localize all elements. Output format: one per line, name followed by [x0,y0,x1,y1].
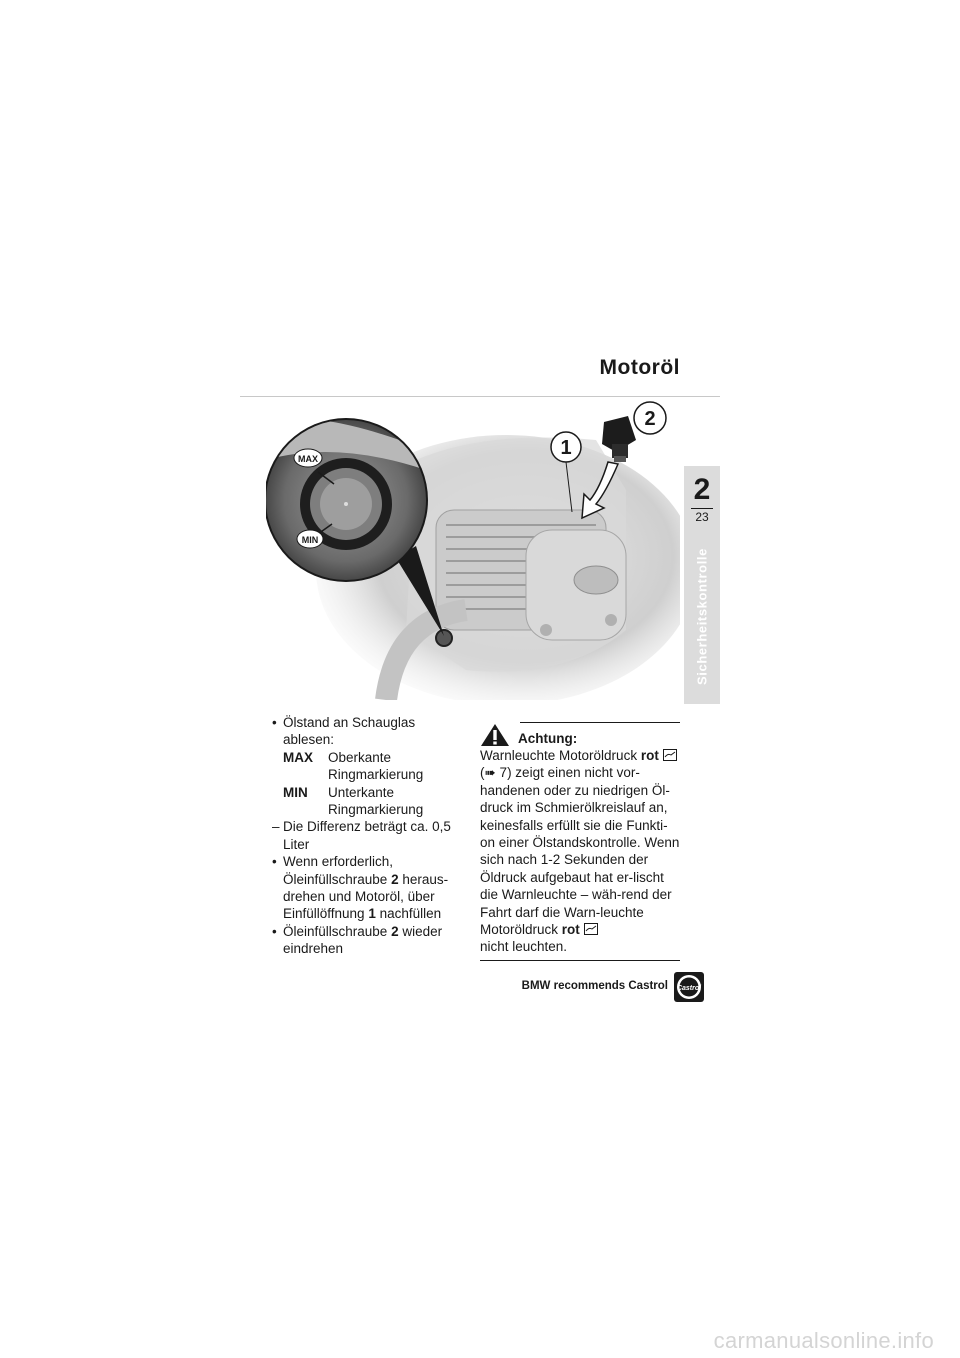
chapter-label: Sicherheitskontrolle [694,548,710,685]
warning-icon [480,723,510,747]
chapter-number: 2 [693,473,711,506]
engine-illustration [266,400,680,700]
sponsor-text: BMW recommends Castrol [521,980,668,992]
chapter-divider [691,508,713,509]
list-item: – Die Differenz beträgt ca. 0,5 Liter [272,819,451,852]
warning-header: Achtung: [480,723,680,747]
callout-2: 2 [644,408,656,430]
chapter-tab [684,466,720,704]
definition-min: MIN Unterkante Ringmarkierung [283,784,424,818]
oil-filler-cap [602,416,636,462]
list-item: • Öleinfüllschraube 2 wieder eindrehen [272,923,443,957]
engine-oil-figure [266,400,680,700]
warning-bottom-rule [480,960,680,961]
footer-sponsor [500,972,704,1002]
page-number: 23 [695,510,709,524]
castrol-logo [674,972,704,1002]
callout-1: 1 [560,437,572,459]
page-title: Motoröl [599,356,680,379]
instruction-list [272,714,458,958]
watermark: carmanualsonline.info [713,1328,934,1353]
level-definitions [272,749,458,819]
oil-pressure-icon [663,749,677,761]
svg-text:Castrol: Castrol [676,985,702,992]
oil-pressure-icon [584,923,598,935]
definition-max: MAX Oberkante Ringmarkierung [283,749,424,783]
label-min: MIN [301,535,319,545]
label-max: MAX [298,454,318,464]
list-item: • Ölstand an Schauglas ablesen: [272,715,416,748]
list-item: • Wenn erforderlich, Öleinfüllschraube 2 heraus-drehen und Motoröl, über Einfüllöffnung 1 nachfüllen [272,854,449,922]
warning-text: Warnleuchte Motoröldruck rot (➠ 7) zeigt einen nicht vor-handenen oder zu niedrigen Öl-druck im Schmierölkreislauf an, keinesfalls erfüllt sie die Funkti-on einer Ölstandskontrolle. Wenn sich nach 1-2 Sekunden der Öldruck aufgebaut hat er-lischt die Warnleuchte – wäh-rend der Fahrt darf die Warn-leuchte Motoröldruck rot nicht leuchten. [480,748,680,955]
warning-box [480,722,680,961]
title-divider [240,396,720,397]
sight-glass-zoom [266,418,428,582]
